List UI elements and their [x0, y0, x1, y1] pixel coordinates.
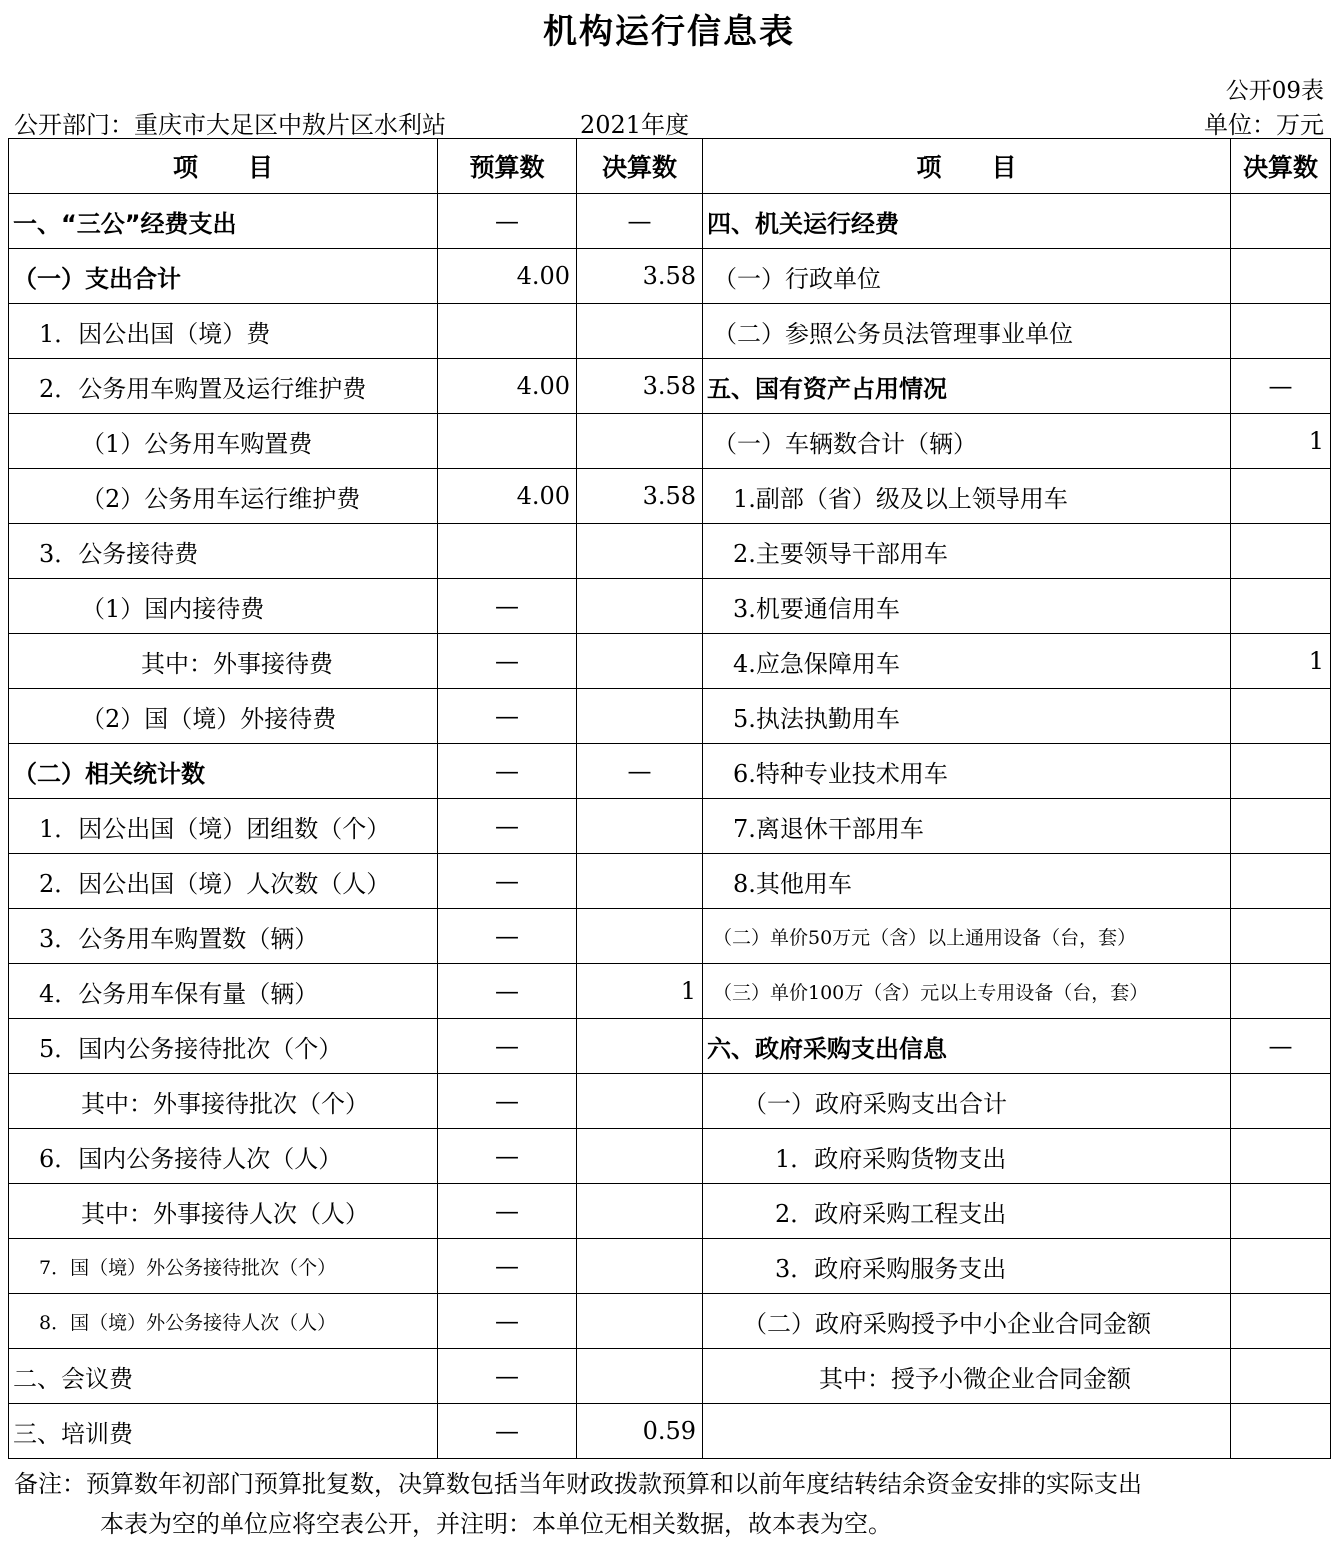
right-item: 五、国有资产占用情况 — [703, 359, 1231, 414]
budget-value: — — [438, 909, 577, 964]
table-header-row — [9, 139, 1331, 194]
right-final-value — [1231, 1349, 1331, 1404]
budget-value: — — [438, 964, 577, 1019]
right-final-value — [1231, 744, 1331, 799]
header-right-item: 项 目 — [703, 139, 1231, 194]
right-final-value: 1 — [1231, 634, 1331, 689]
left-item: 2．公务用车购置及运行维护费 — [9, 359, 438, 414]
left-item: 3．公务用车购置数（辆） — [9, 909, 438, 964]
right-item: （一）行政单位 — [703, 249, 1231, 304]
table-row — [9, 854, 1331, 909]
budget-value — [438, 414, 577, 469]
left-item: （2）国（境）外接待费 — [9, 689, 438, 744]
right-final-value — [1231, 909, 1331, 964]
right-item: 四、机关运行经费 — [703, 194, 1231, 249]
right-final-value — [1231, 1129, 1331, 1184]
right-final-value — [1231, 799, 1331, 854]
left-item: 6．国内公务接待人次（人） — [9, 1129, 438, 1184]
right-final-value: — — [1231, 359, 1331, 414]
final-value: 0.59 — [577, 1404, 703, 1459]
budget-value: — — [438, 744, 577, 799]
table-row — [9, 414, 1331, 469]
right-item: （二）参照公务员法管理事业单位 — [703, 304, 1231, 359]
right-item: 2.主要领导干部用车 — [703, 524, 1231, 579]
right-item: 3．政府采购服务支出 — [703, 1239, 1231, 1294]
left-item: 2．因公出国（境）人次数（人） — [9, 854, 438, 909]
right-item: 1.副部（省）级及以上领导用车 — [703, 469, 1231, 524]
budget-value: — — [438, 1184, 577, 1239]
table-row — [9, 359, 1331, 414]
final-value — [577, 1239, 703, 1294]
table-row — [9, 1294, 1331, 1349]
left-item: 一、“三公”经费支出 — [9, 194, 438, 249]
final-value — [577, 1294, 703, 1349]
right-final-value — [1231, 469, 1331, 524]
table-row — [9, 634, 1331, 689]
final-value — [577, 414, 703, 469]
budget-value: 4.00 — [438, 469, 577, 524]
right-final-value — [1231, 304, 1331, 359]
right-final-value — [1231, 964, 1331, 1019]
table-row — [9, 1129, 1331, 1184]
budget-value: — — [438, 1349, 577, 1404]
final-value — [577, 1184, 703, 1239]
left-item: 三、培训费 — [9, 1404, 438, 1459]
note-line-2: 本表为空的单位应将空表公开，并注明：本单位无相关数据，故本表为空。 — [100, 1510, 892, 1538]
right-item: 六、政府采购支出信息 — [703, 1019, 1231, 1074]
right-final-value — [1231, 194, 1331, 249]
table-row — [9, 194, 1331, 249]
final-value — [577, 1349, 703, 1404]
right-final-value — [1231, 1074, 1331, 1129]
left-item: （二）相关统计数 — [9, 744, 438, 799]
right-item: 7.离退休干部用车 — [703, 799, 1231, 854]
page-title: 机构运行信息表 — [543, 12, 795, 52]
right-item: （三）单价100万（含）元以上专用设备（台，套） — [703, 964, 1231, 1019]
table-row — [9, 1404, 1331, 1459]
final-value — [577, 1019, 703, 1074]
left-item: （2）公务用车运行维护费 — [9, 469, 438, 524]
budget-value: — — [438, 1404, 577, 1459]
department-label: 公开部门：重庆市大足区中敖片区水利站 — [14, 111, 446, 139]
final-value — [577, 304, 703, 359]
budget-value: — — [438, 854, 577, 909]
budget-value: — — [438, 799, 577, 854]
right-item: （二）单价50万元（含）以上通用设备（台，套） — [703, 909, 1231, 964]
table-row — [9, 304, 1331, 359]
budget-value — [438, 304, 577, 359]
info-table — [8, 138, 1331, 1459]
right-final-value — [1231, 854, 1331, 909]
right-item: 2．政府采购工程支出 — [703, 1184, 1231, 1239]
final-value — [577, 909, 703, 964]
right-final-value: — — [1231, 1019, 1331, 1074]
final-value: 3.58 — [577, 469, 703, 524]
left-item: 4．公务用车保有量（辆） — [9, 964, 438, 1019]
budget-value: — — [438, 1294, 577, 1349]
left-item: 5．国内公务接待批次（个） — [9, 1019, 438, 1074]
right-item: 8.其他用车 — [703, 854, 1231, 909]
header-budget: 预算数 — [438, 139, 577, 194]
table-row — [9, 524, 1331, 579]
right-item: 其中：授予小微企业合同金额 — [703, 1349, 1231, 1404]
right-final-value — [1231, 524, 1331, 579]
right-item: （一）车辆数合计（辆） — [703, 414, 1231, 469]
budget-value: — — [438, 1239, 577, 1294]
right-item: 3.机要通信用车 — [703, 579, 1231, 634]
right-final-value — [1231, 249, 1331, 304]
right-item: 4.应急保障用车 — [703, 634, 1231, 689]
table-row — [9, 689, 1331, 744]
right-item: 5.执法执勤用车 — [703, 689, 1231, 744]
right-final-value — [1231, 1294, 1331, 1349]
table-row — [9, 1074, 1331, 1129]
table-row — [9, 1019, 1331, 1074]
left-item: （1）公务用车购置费 — [9, 414, 438, 469]
final-value — [577, 689, 703, 744]
budget-value: — — [438, 579, 577, 634]
left-item: 其中：外事接待人次（人） — [9, 1184, 438, 1239]
header-right-final: 决算数 — [1231, 139, 1331, 194]
right-item: 6.特种专业技术用车 — [703, 744, 1231, 799]
budget-value: 4.00 — [438, 249, 577, 304]
budget-value — [438, 524, 577, 579]
left-item: 1．因公出国（境）费 — [9, 304, 438, 359]
budget-value: — — [438, 1129, 577, 1184]
left-item: 其中：外事接待批次（个） — [9, 1074, 438, 1129]
unit-label: 单位：万元 — [1204, 111, 1324, 139]
table-row — [9, 799, 1331, 854]
budget-value: — — [438, 634, 577, 689]
left-item: （一）支出合计 — [9, 249, 438, 304]
right-final-value: 1 — [1231, 414, 1331, 469]
left-item: 8．国（境）外公务接待人次（人） — [9, 1294, 438, 1349]
final-value: — — [577, 744, 703, 799]
final-value: 3.58 — [577, 359, 703, 414]
right-item — [703, 1404, 1231, 1459]
right-final-value — [1231, 1239, 1331, 1294]
final-value — [577, 1129, 703, 1184]
budget-value: — — [438, 689, 577, 744]
table-row — [9, 1349, 1331, 1404]
budget-value: — — [438, 1019, 577, 1074]
right-final-value — [1231, 1184, 1331, 1239]
table-row — [9, 579, 1331, 634]
right-final-value — [1231, 579, 1331, 634]
final-value: 3.58 — [577, 249, 703, 304]
right-final-value — [1231, 1404, 1331, 1459]
right-item: （一）政府采购支出合计 — [703, 1074, 1231, 1129]
final-value: 1 — [577, 964, 703, 1019]
right-item: （二）政府采购授予中小企业合同金额 — [703, 1294, 1231, 1349]
budget-value: — — [438, 1074, 577, 1129]
left-item: 二、会议费 — [9, 1349, 438, 1404]
table-row — [9, 249, 1331, 304]
final-value — [577, 854, 703, 909]
table-row — [9, 1184, 1331, 1239]
final-value — [577, 524, 703, 579]
table-row — [9, 744, 1331, 799]
header-left-item: 项 目 — [9, 139, 438, 194]
left-item: 7．国（境）外公务接待批次（个） — [9, 1239, 438, 1294]
final-value — [577, 799, 703, 854]
final-value — [577, 1074, 703, 1129]
left-item: 其中：外事接待费 — [9, 634, 438, 689]
form-number: 公开09表 — [1225, 78, 1324, 104]
right-final-value — [1231, 689, 1331, 744]
left-item: 3．公务接待费 — [9, 524, 438, 579]
header-final: 决算数 — [577, 139, 703, 194]
left-item: 1．因公出国（境）团组数（个） — [9, 799, 438, 854]
table-row — [9, 1239, 1331, 1294]
final-value: — — [577, 194, 703, 249]
final-value — [577, 579, 703, 634]
budget-value: 4.00 — [438, 359, 577, 414]
table-row — [9, 469, 1331, 524]
table-row — [9, 964, 1331, 1019]
note-line-1: 备注：预算数年初部门预算批复数，决算数包括当年财政拨款预算和以前年度结转结余资金安排的实际支出 — [14, 1470, 1142, 1498]
final-value — [577, 634, 703, 689]
right-item: 1．政府采购货物支出 — [703, 1129, 1231, 1184]
year-label: 2021年度 — [580, 111, 690, 139]
budget-value: — — [438, 194, 577, 249]
table-row — [9, 909, 1331, 964]
left-item: （1）国内接待费 — [9, 579, 438, 634]
